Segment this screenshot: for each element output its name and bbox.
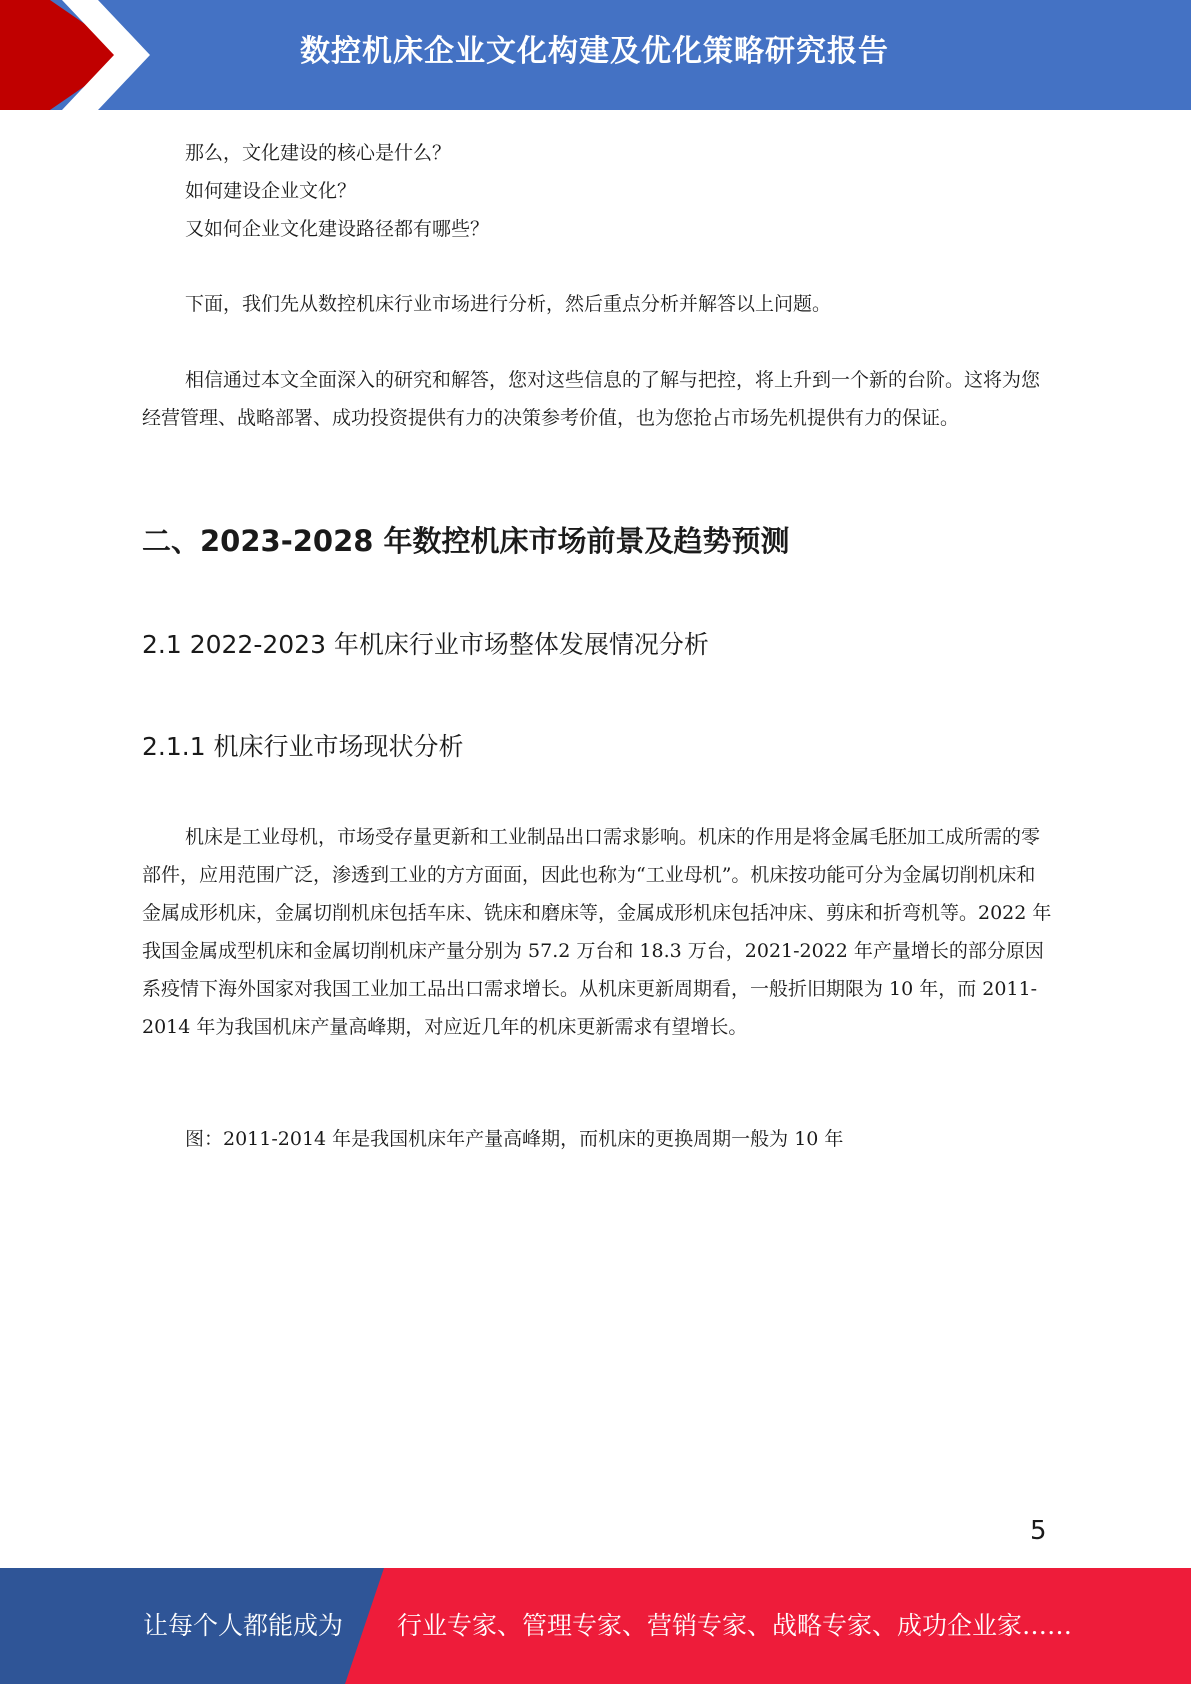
analysis-paragraph: 机床是工业母机，市场受存量更新和工业制品出口需求影响。机床的作用是将金属毛胚加工成所需的零部件，应用范围广泛，渗透到工业的方方面面，因此也称为“工业母机”。机床按功能可分为金属切削机床和金属成形机床，金属切削机床包括车床、铣床和磨床等，金属成形机床包括冲床、剪床和折弯机等。2022 年我国金属成型机床和金属切削机床产量分别为 57.2 万台和 18.3 万台，2021-2022 年产量增长的部分原因系疫情下海外国家对我国工业加工品出口需求增长。从机床更新周期看，一般折旧期限为 10 年，而 2011-2014 年为我国机床产量高峰期，对应近几年的机床更新需求有望增长。 (142, 826, 1052, 1038)
closing-paragraph: 相信通过本文全面深入的研究和解答，您对这些信息的了解与把控，将上升到一个新的台阶。这将为您经营管理、战略部署、成功投资提供有力的决策参考价值，也为您抢占市场先机提供有力的保证。 (142, 369, 1041, 429)
section-heading: 二、2023-2028 年数控机床市场前景及趋势预测 (142, 524, 790, 558)
question-3: 又如何企业文化建设路径都有哪些？ (185, 218, 490, 240)
report-title: 数控机床企业文化构建及优化策略研究报告 (300, 34, 889, 69)
question-2: 如何建设企业文化？ (185, 180, 357, 202)
subsection-heading: 2.1 2022-2023 年机床行业市场整体发展情况分析 (142, 630, 709, 659)
subsubsection-heading: 2.1.1 机床行业市场现状分析 (142, 732, 464, 761)
footer-slogan-right: 行业专家、管理专家、营销专家、战略专家、成功企业家…… (397, 1611, 1073, 1640)
page-footer (0, 1568, 1191, 1684)
page-header (0, 0, 1191, 110)
question-1: 那么，文化建设的核心是什么？ (185, 142, 452, 164)
figure-caption: 图：2011-2014 年是我国机床年产量高峰期，而机床的更换周期一般为 10 年 (185, 1128, 844, 1150)
page-number: 5 (1030, 1516, 1047, 1546)
intro-paragraph: 下面，我们先从数控机床行业市场进行分析，然后重点分析并解答以上问题。 (185, 293, 832, 315)
footer-slogan-left: 让每个人都能成为 (143, 1611, 344, 1640)
